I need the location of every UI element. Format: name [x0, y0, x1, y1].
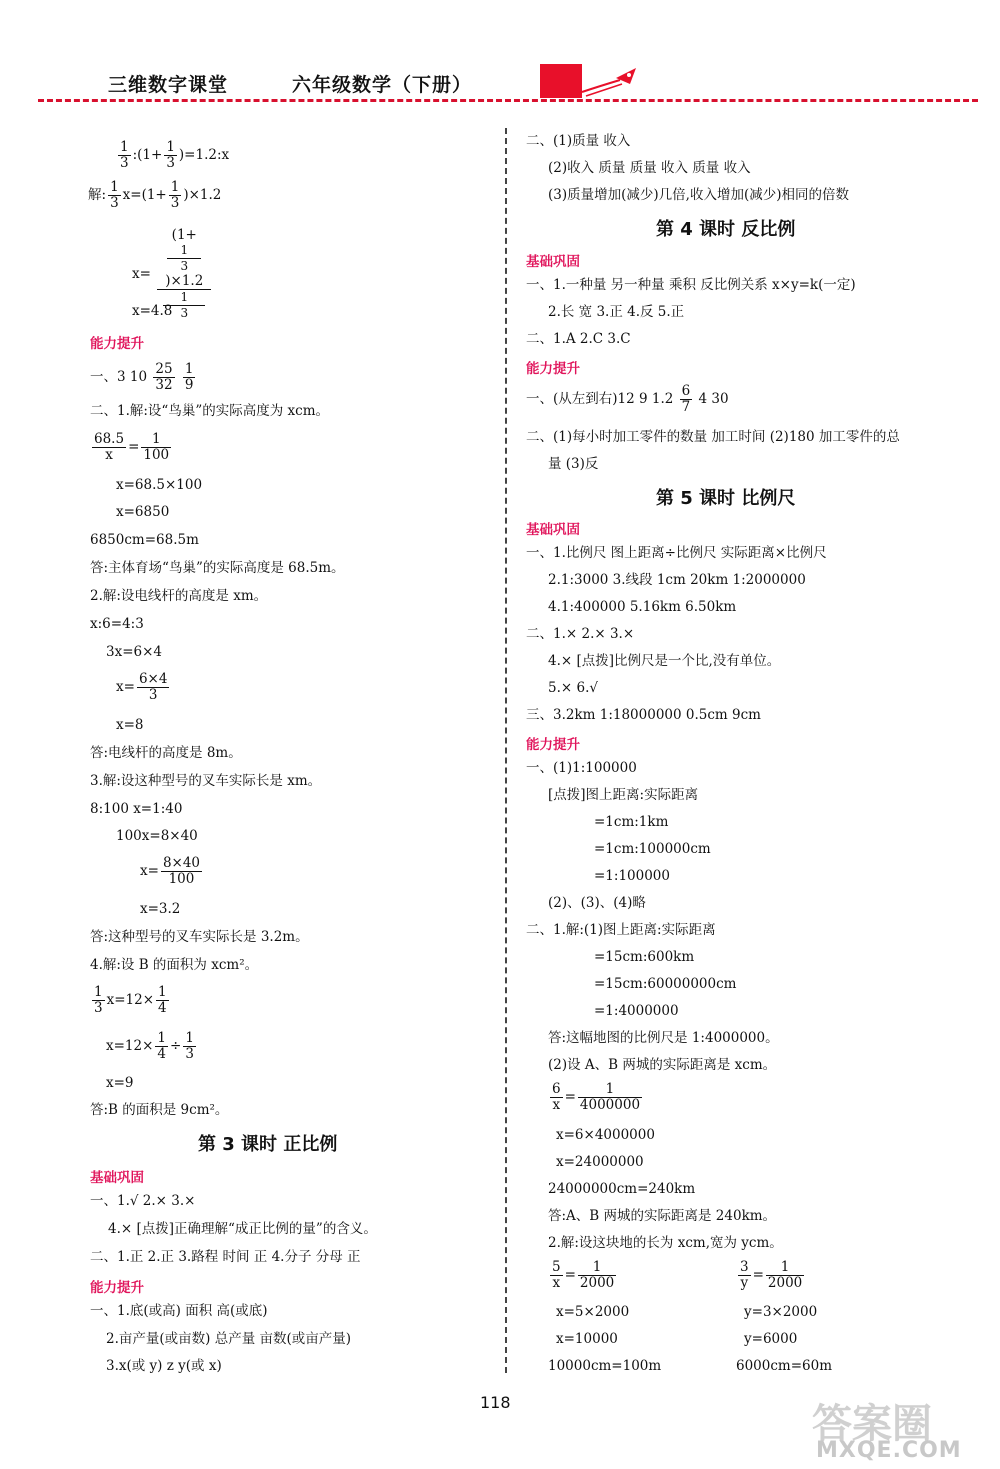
equation-line: $\frac{68.5}{x}$ = $\frac{1}{100}$ — [94, 431, 170, 463]
text-line: 二、1.正 2.正 3.路程 时间 正 4.分子 分母 正 — [90, 1249, 361, 1265]
text-line: (3)质量增加(减少)几倍,收入增加(减少)相同的倍数 — [548, 187, 849, 203]
text-line: 量 (3)反 — [548, 456, 599, 472]
text-line: 10000cm=100m — [548, 1358, 662, 1374]
fraction: $\frac{6}{x}$ — [552, 1081, 561, 1113]
text-line: 6000cm=60m — [736, 1358, 833, 1374]
header-left: 三维数字课堂 — [108, 74, 229, 96]
equation-line: 解: $\frac{1}{3}$ x=(1+ $\frac{1}{3}$ )×1.2 — [88, 179, 222, 211]
text-line: 一、1.一种量 另一种量 乘积 反比例关系 x×y=k(一定) — [526, 277, 856, 293]
fraction: $\frac{1}{3}$ — [94, 984, 103, 1016]
text-line: =1cm:1km — [594, 814, 669, 830]
fraction: $\frac{1}{4}$ — [158, 984, 167, 1016]
fraction: $\frac{1}{3}$ — [110, 179, 119, 211]
fraction: $\frac{6}{7}$ — [681, 383, 691, 415]
text-line: =15cm:60000000cm — [594, 976, 737, 992]
fraction: $\frac{1}{4000000}$ — [579, 1081, 641, 1113]
text-line: =1cm:100000cm — [594, 841, 711, 857]
equation-line: $\frac{5}{x}$ = $\frac{1}{2000}$ — [552, 1259, 615, 1291]
fraction: $\frac{5}{x}$ — [552, 1259, 561, 1291]
text-line: y=3×2000 — [744, 1304, 818, 1320]
fraction: $\frac{1}{2000}$ — [579, 1259, 615, 1291]
lesson-title: 第 4 课时 反比例 — [656, 219, 796, 240]
equation-line: $\frac{3}{y}$ = $\frac{1}{2000}$ — [740, 1259, 803, 1291]
section-label: 能力提升 — [90, 1280, 144, 1296]
watermark-url: MXQE.COM — [816, 1438, 962, 1463]
equation-line: x= $\frac{6\times 4}{3}$ — [116, 671, 168, 703]
header-divider — [38, 99, 978, 102]
fraction: $\frac{1}{3}$ — [185, 1030, 194, 1062]
fraction: $\frac{1}{4}$ — [157, 1030, 167, 1062]
text-line: 二、1.A 2.C 3.C — [526, 331, 631, 347]
text-line: 3x=6×4 — [106, 644, 163, 660]
equation-line: x=12× $\frac{1}{4}$ ÷ $\frac{1}{3}$ — [106, 1030, 194, 1062]
text-line: 2.1:3000 3.线段 1cm 20km 1:2000000 — [548, 572, 806, 588]
text-line: 2.解:设电线杆的高度是 xm。 — [90, 588, 268, 604]
text-line: 5.× 6.√ — [548, 680, 598, 696]
rocket-icon — [580, 64, 640, 98]
text-line: 3.x(或 y) z y(或 x) — [106, 1358, 222, 1374]
text-line: 答:A、B 两城的实际距离是 240km。 — [548, 1208, 777, 1224]
text-line: x=68.5×100 — [116, 477, 203, 493]
text-line: 答:这幅地图的比例尺是 1:4000000。 — [548, 1030, 779, 1046]
text-line: 一、1.√ 2.× 3.× — [90, 1193, 196, 1209]
text-line: 2.解:设这块地的长为 xcm,宽为 ycm。 — [548, 1235, 783, 1251]
text-line: 答:主体育场“鸟巢”的实际高度是 68.5m。 — [90, 560, 345, 576]
column-divider — [505, 128, 507, 1373]
text-line: x=3.2 — [140, 901, 181, 917]
lesson-title: 第 5 课时 比例尺 — [656, 488, 796, 509]
text-line: 二、1.解:设“鸟巢”的实际高度为 xcm。 — [90, 403, 329, 419]
answer-line: 一、3 10 $\frac{25}{32}$ $\frac{1}{9}$ — [90, 361, 194, 393]
text-line: 2.长 宽 3.正 4.反 5.正 — [548, 304, 685, 320]
text-line: 一、1.比例尺 图上距离÷比例尺 实际距离×比例尺 — [526, 545, 827, 561]
text-line: 一、(1)1:100000 — [526, 760, 637, 776]
fraction: $\frac{1}{2000}$ — [767, 1259, 803, 1291]
page-number: 118 — [480, 1393, 511, 1412]
text-line: x=4.8 — [132, 303, 173, 319]
equation-line: $\frac{6}{x}$ = $\frac{1}{4000000}$ — [552, 1081, 641, 1113]
text-line: 二、1.× 2.× 3.× — [526, 626, 635, 642]
fraction: $\frac{6\times 4}{3}$ — [138, 671, 168, 703]
fraction: $\frac{1}{3}$ — [166, 139, 175, 171]
watermark-logo: 答案圈 — [812, 1401, 932, 1447]
text-line: x=6850 — [116, 504, 170, 520]
answer-line: 一、(从左到右)12 9 1.2 $\frac{6}{7}$ 4 30 — [526, 383, 729, 415]
fraction: $\frac{1}{3}$ — [170, 179, 180, 211]
text-line: 答:这种型号的叉车实际长是 3.2m。 — [90, 929, 309, 945]
text-line: 4.× [点拨]正确理解“成正比例的量”的含义。 — [108, 1221, 377, 1237]
fraction: $\frac{1}{9}$ — [184, 361, 194, 393]
text-line: (2)设 A、B 两城的实际距离是 xcm。 — [548, 1057, 777, 1073]
text-line: (2)收入 质量 质量 收入 质量 收入 — [548, 160, 751, 176]
text-line: x=10000 — [556, 1331, 618, 1347]
fraction: $\frac{25}{32}$ — [155, 361, 173, 393]
text-line: x=5×2000 — [556, 1304, 630, 1320]
lesson-title: 第 3 课时 正比例 — [198, 1134, 338, 1155]
equation-line: $\frac{1}{3}$ :(1+ $\frac{1}{3}$ )=1.2:x — [120, 139, 230, 171]
text-line: =1:4000000 — [594, 1003, 679, 1019]
text-line: 答:B 的面积是 9cm²。 — [90, 1102, 229, 1118]
text-line: [点拨]图上距离:实际距离 — [548, 787, 699, 803]
text-line: x=24000000 — [556, 1154, 644, 1170]
text-line: 8:100 x=1:40 — [90, 801, 183, 817]
section-label: 基础巩固 — [90, 1170, 144, 1186]
text-line: 4.× [点拨]比例尺是一个比,没有单位。 — [548, 653, 781, 669]
text-line: x=8 — [116, 717, 144, 733]
text-line: =1:100000 — [594, 868, 670, 884]
text-line: x=6×4000000 — [556, 1127, 655, 1143]
fraction: $\frac{1}{100}$ — [143, 431, 170, 463]
text-line: 100x=8×40 — [116, 828, 198, 844]
header-right: 六年级数学（下册） — [292, 74, 473, 96]
fraction: (1+ 1 3 )×1.2 1 3 — [157, 228, 211, 321]
equation-line: x= $\frac{8\times 40}{100}$ — [140, 855, 201, 887]
text-line: 二、1.解:(1)图上距离:实际距离 — [526, 922, 716, 938]
text-line: 答:电线杆的高度是 8m。 — [90, 745, 242, 761]
text-line: 3.解:设这种型号的叉车实际长是 xm。 — [90, 773, 322, 789]
section-label: 基础巩固 — [526, 522, 580, 538]
fraction: $\frac{3}{y}$ — [740, 1259, 749, 1291]
section-label: 能力提升 — [526, 737, 580, 753]
equation-line: x= (1+ 1 3 )×1.2 1 3 — [132, 228, 213, 321]
text-line: y=6000 — [744, 1331, 798, 1347]
text-line: 6850cm=68.5m — [90, 532, 199, 548]
section-label: 基础巩固 — [526, 254, 580, 270]
equation-line: $\frac{1}{3}$ x=12× $\frac{1}{4}$ — [94, 984, 167, 1016]
text-line: =15cm:600km — [594, 949, 695, 965]
text-line: 二、(1)质量 收入 — [526, 133, 631, 149]
fraction: $\frac{8\times 40}{100}$ — [162, 855, 201, 887]
text-line: 4.1:400000 5.16km 6.50km — [548, 599, 737, 615]
text-line: 二、(1)每小时加工零件的数量 加工时间 (2)180 加工零件的总 — [526, 429, 900, 445]
fraction: $\frac{68.5}{x}$ — [94, 431, 125, 463]
text-line: x=9 — [106, 1075, 134, 1091]
section-label: 能力提升 — [526, 361, 580, 377]
text-line: x:6=4:3 — [90, 616, 144, 632]
text-line: 三、3.2km 1:18000000 0.5cm 9cm — [526, 707, 761, 723]
text-line: 一、1.底(或高) 面积 高(或底) — [90, 1303, 268, 1319]
header-red-block — [540, 64, 582, 98]
fraction: $\frac{1}{3}$ — [120, 139, 129, 171]
text-line: (2)、(3)、(4)略 — [548, 895, 646, 911]
text-line: 4.解:设 B 的面积为 xcm²。 — [90, 957, 259, 973]
section-label: 能力提升 — [90, 336, 144, 352]
text-line: 24000000cm=240km — [548, 1181, 696, 1197]
text-line: 2.亩产量(或亩数) 总产量 亩数(或亩产量) — [106, 1331, 352, 1347]
